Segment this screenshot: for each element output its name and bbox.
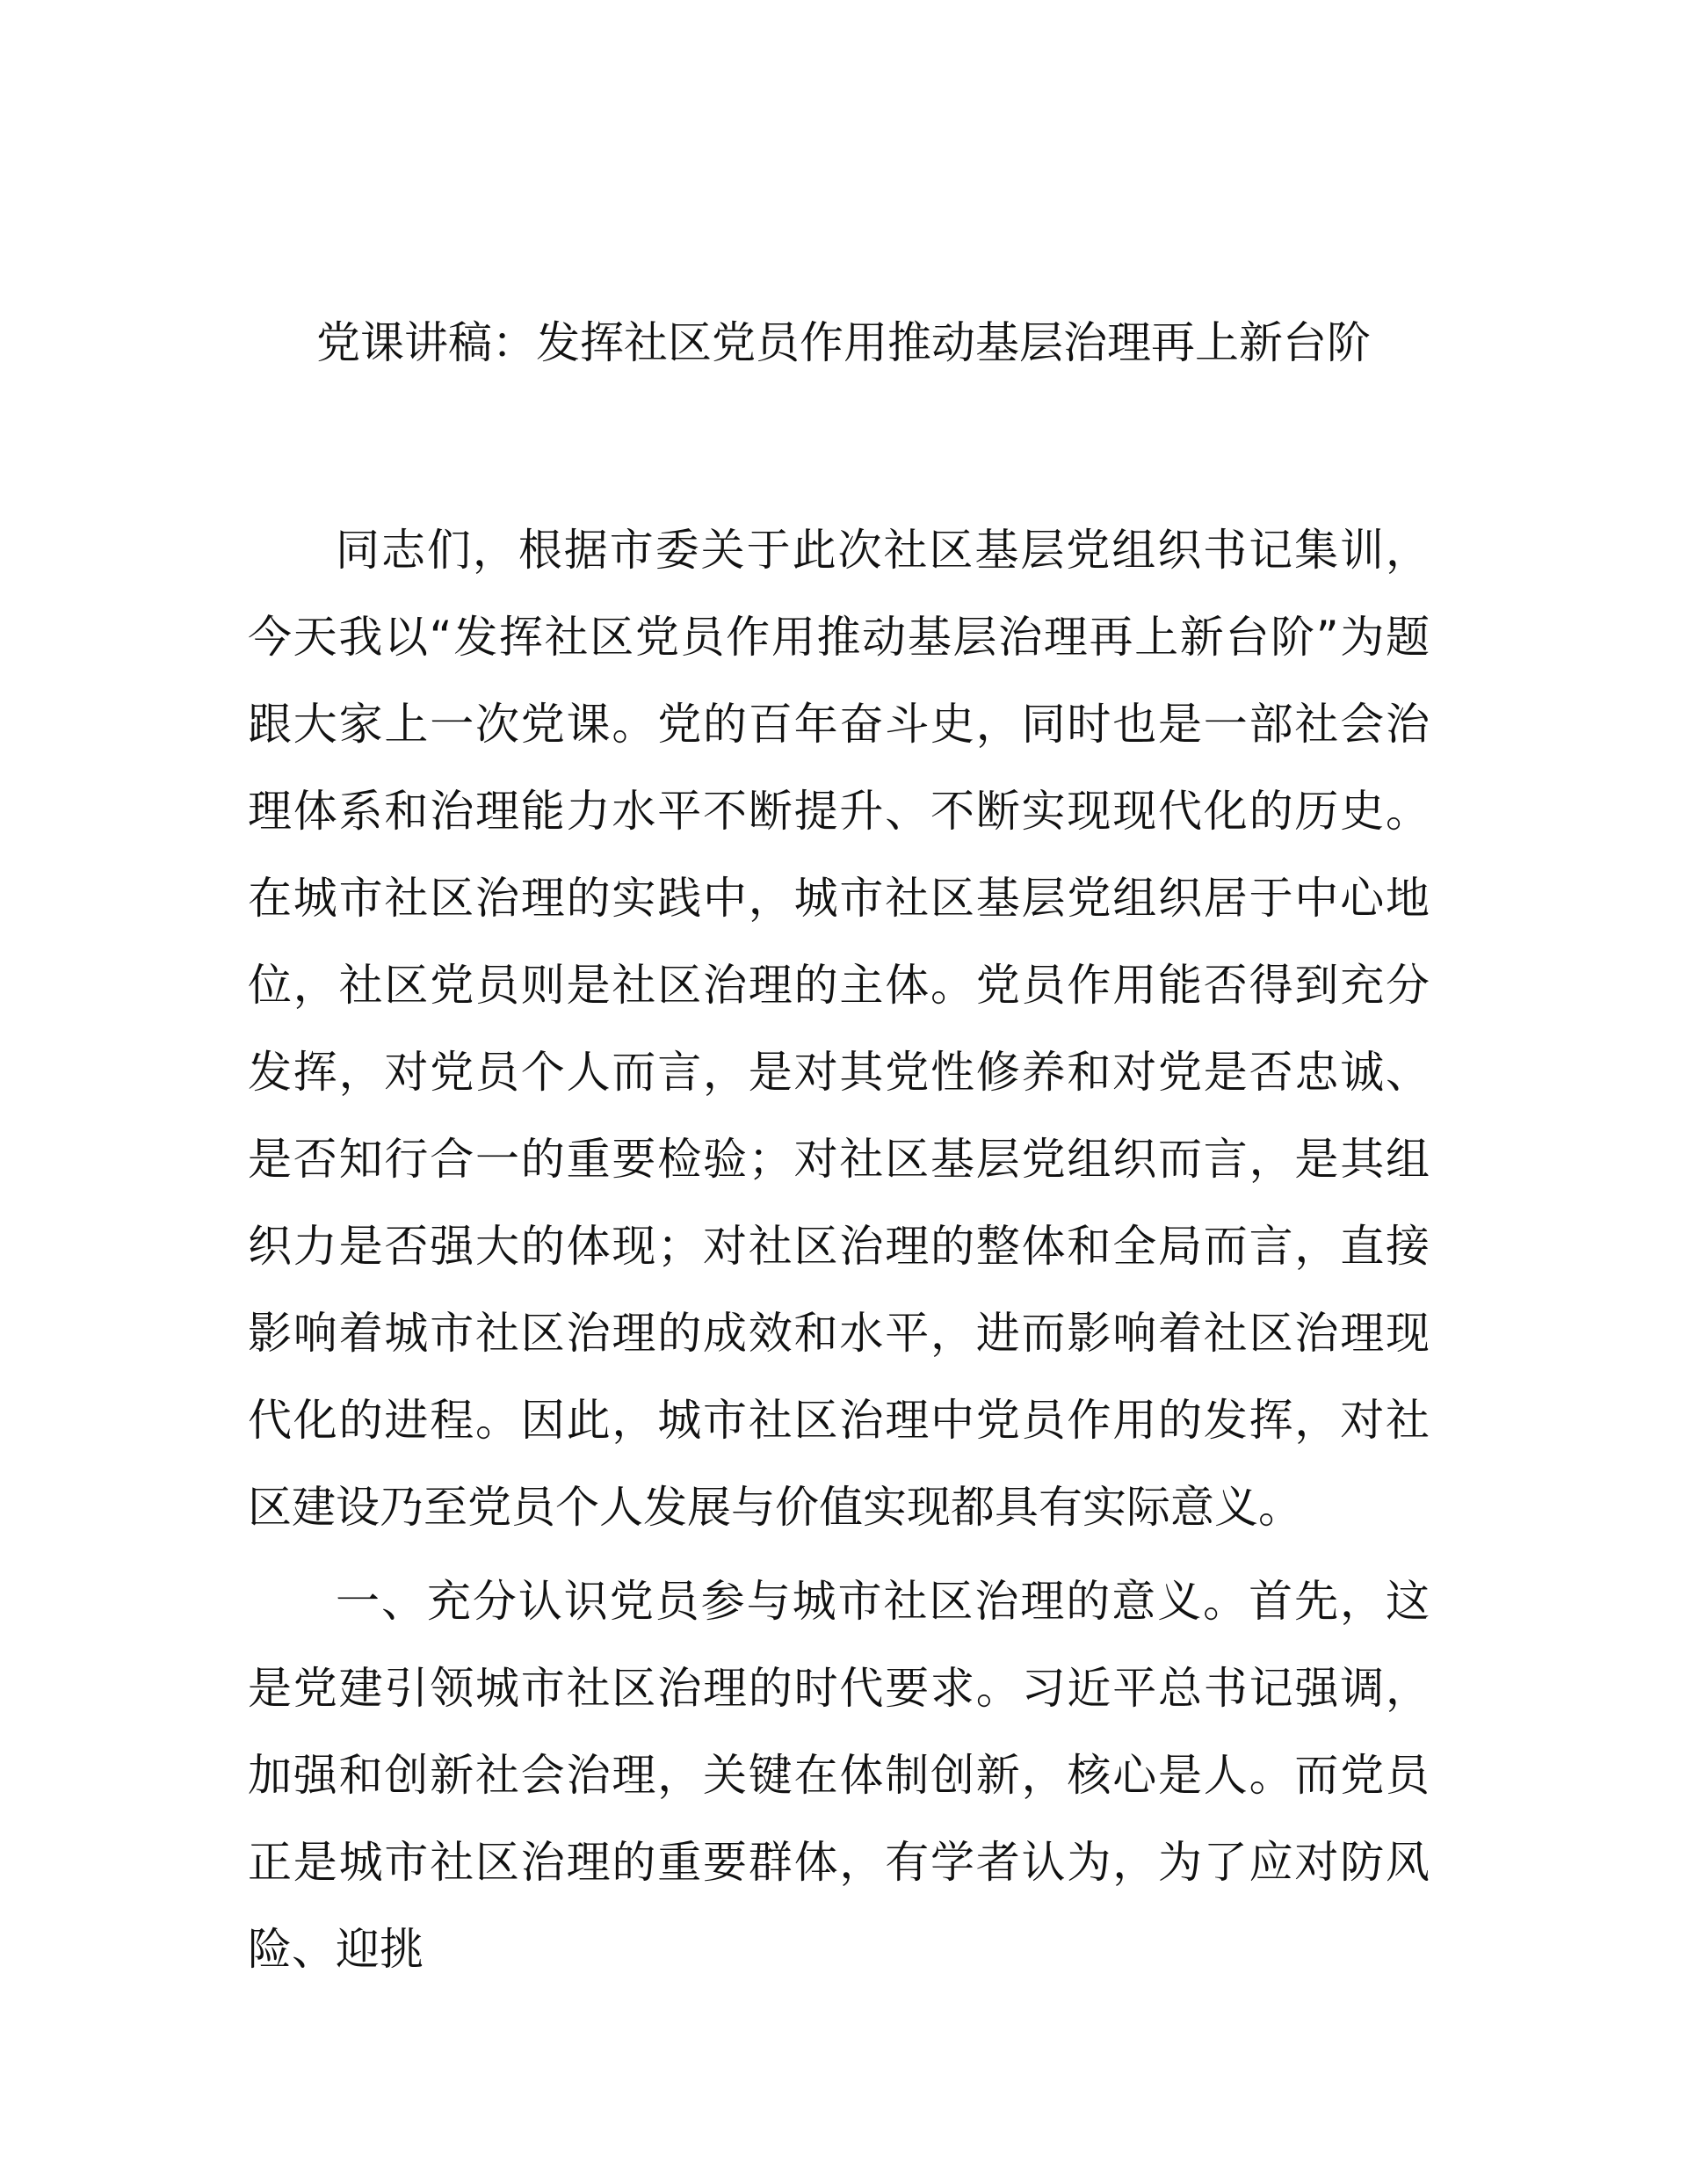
paragraph-section-one: 一、充分认识党员参与城市社区治理的意义。首先，这是党建引领城市社区治理的时代要求。习近平总书记强调，加强和创新社会治理，关键在体制创新，核心是人。而党员正是城市社区治理的重要群体，有学者认为，为了应对防风险、迎挑 — [248, 1576, 1430, 1975]
document-title: 党课讲稿：发挥社区党员作用推动基层治理再上新台阶 — [316, 317, 1371, 368]
document-body — [248, 507, 1430, 1993]
paragraph-intro: 同志们，根据市委关于此次社区基层党组织书记集训，今天我以“发挥社区党员作用推动基层治理再上新台阶”为题跟大家上一次党课。党的百年奋斗史，同时也是一部社会治理体系和治理能力水平不断提升、不断实现现代化的历史。在城市社区治理的实践中，城市社区基层党组织居于中心地位，社区党员则是社区治理的主体。党员作用能否得到充分发挥，对党员个人而言，是对其党性修养和对党是否忠诚、是否知行合一的重要检验；对社区基层党组织而言，是其组织力是否强大的体现；对社区治理的整体和全局而言，直接影响着城市社区治理的成效和水平，进而影响着社区治理现代化的进程。因此，城市社区治理中党员作用的发挥，对社区建设乃至党员个人发展与价值实现都具有实际意义。 — [248, 525, 1430, 1533]
